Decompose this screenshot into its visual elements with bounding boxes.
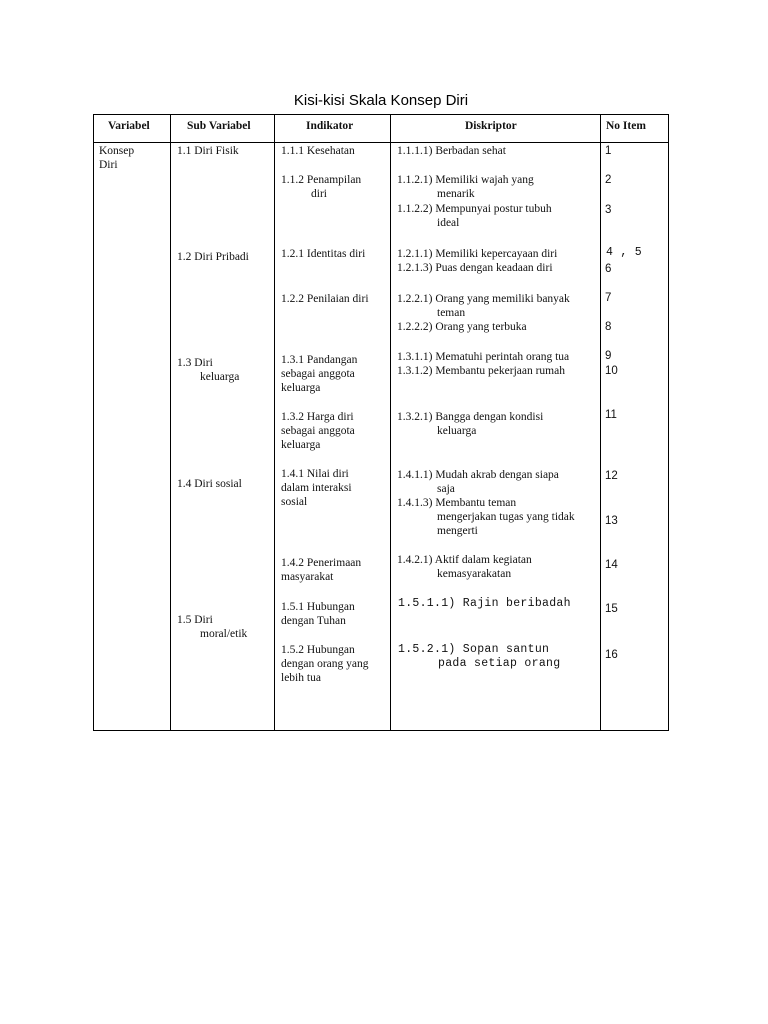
indikator-1-1-1: 1.1.1 Kesehatan: [281, 145, 355, 157]
indikator-1-3-2: sebagai anggota: [281, 425, 355, 437]
column-divider: [274, 115, 275, 730]
item-number: 7: [605, 292, 612, 304]
diskriptor-item: 1.5.1.1) Rajin beribadah: [398, 597, 571, 610]
diskriptor-item: 1.2.1.3) Puas dengan keadaan diri: [397, 262, 553, 274]
item-number: 1: [605, 145, 612, 157]
item-number: 3: [605, 204, 612, 216]
diskriptor-item: keluarga: [437, 425, 477, 437]
diskriptor-item: mengerti: [437, 525, 478, 537]
indikator-1-2-1: 1.2.1 Identitas diri: [281, 248, 366, 260]
sub-variabel-diri-keluarga: keluarga: [200, 371, 240, 383]
indikator-1-5-2: lebih tua: [281, 672, 321, 684]
diskriptor-item: pada setiap orang: [438, 657, 561, 670]
diskriptor-item: 1.3.2.1) Bangga dengan kondisi: [397, 411, 544, 423]
diskriptor-item: 1.1.1.1) Berbadan sehat: [397, 145, 506, 157]
item-number: 9: [605, 350, 612, 362]
indikator-1-4-1: dalam interaksi: [281, 482, 352, 494]
indikator-1-5-2: dengan orang yang: [281, 658, 369, 670]
column-divider: [600, 115, 601, 730]
indikator-1-4-2: 1.4.2 Penerimaan: [281, 557, 362, 569]
item-number: 14: [605, 559, 618, 571]
header-diskriptor: Diskriptor: [465, 120, 517, 132]
indikator-1-1-2: 1.1.2 Penampilan: [281, 174, 362, 186]
item-number: 13: [605, 515, 618, 527]
diskriptor-item: 1.4.1.3) Membantu teman: [397, 497, 517, 509]
indikator-1-3-1: 1.3.1 Pandangan: [281, 354, 358, 366]
indikator-1-5-2: 1.5.2 Hubungan: [281, 644, 355, 656]
diskriptor-item: ideal: [437, 217, 460, 229]
item-number: 12: [605, 470, 618, 482]
diskriptor-item: 1.2.1.1) Memiliki kepercayaan diri: [397, 248, 558, 260]
diskriptor-item: 1.4.2.1) Aktif dalam kegiatan: [397, 554, 532, 566]
indikator-1-3-1: keluarga: [281, 382, 321, 394]
sub-variabel-diri-sosial: 1.4 Diri sosial: [177, 478, 242, 490]
header-variabel: Variabel: [108, 120, 150, 132]
item-number: 11: [605, 409, 617, 421]
kisi-kisi-table: [93, 114, 669, 731]
indikator-1-3-2: keluarga: [281, 439, 321, 451]
indikator-1-3-1: sebagai anggota: [281, 368, 355, 380]
indikator-1-1-2: diri: [311, 188, 327, 200]
diskriptor-item: 1.1.2.2) Mempunyai postur tubuh: [397, 203, 552, 215]
item-number: 15: [605, 603, 618, 615]
document-title: Kisi-kisi Skala Konsep Diri: [293, 92, 469, 109]
diskriptor-item: menarik: [437, 188, 475, 200]
sub-variabel-diri-keluarga: 1.3 Diri: [177, 357, 213, 369]
diskriptor-item: 1.5.2.1) Sopan santun: [398, 643, 550, 656]
indikator-1-5-1: dengan Tuhan: [281, 615, 346, 627]
diskriptor-item: kemasyarakatan: [437, 568, 512, 580]
diskriptor-item: teman: [437, 307, 466, 319]
diskriptor-item: 1.3.1.2) Membantu pekerjaan rumah: [397, 365, 565, 377]
item-number: 2: [605, 174, 612, 186]
sub-variabel-diri-moral: moral/etik: [200, 628, 248, 640]
indikator-1-4-1: sosial: [281, 496, 308, 508]
indikator-1-4-1: 1.4.1 Nilai diri: [281, 468, 349, 480]
indikator-1-2-2: 1.2.2 Penilaian diri: [281, 293, 369, 305]
variabel-line: Diri: [99, 159, 118, 171]
item-number: 6: [605, 263, 612, 275]
diskriptor-item: 1.2.2.2) Orang yang terbuka: [397, 321, 527, 333]
diskriptor-item: mengerjakan tugas yang tidak: [437, 511, 575, 523]
sub-variabel-diri-fisik: 1.1 Diri Fisik: [177, 145, 239, 157]
indikator-1-4-2: masyarakat: [281, 571, 334, 583]
item-number: 8: [605, 321, 612, 333]
column-divider: [170, 115, 171, 730]
diskriptor-item: 1.4.1.1) Mudah akrab dengan siapa: [397, 469, 559, 481]
item-number: 4 , 5: [606, 246, 643, 259]
indikator-1-5-1: 1.5.1 Hubungan: [281, 601, 355, 613]
diskriptor-item: 1.3.1.1) Mematuhi perintah orang tua: [397, 351, 570, 363]
header-no-item: No Item: [606, 120, 646, 132]
column-divider: [390, 115, 391, 730]
diskriptor-item: 1.2.2.1) Orang yang memiliki banyak: [397, 293, 570, 305]
diskriptor-item: saja: [437, 483, 455, 495]
sub-variabel-diri-moral: 1.5 Diri: [177, 614, 213, 626]
variabel-line: Konsep: [99, 145, 135, 157]
indikator-1-3-2: 1.3.2 Harga diri: [281, 411, 354, 423]
header-sub-variabel: Sub Variabel: [187, 120, 251, 132]
header-indikator: Indikator: [306, 120, 354, 132]
header-divider: [94, 142, 668, 143]
sub-variabel-diri-pribadi: 1.2 Diri Pribadi: [177, 251, 249, 263]
item-number: 16: [605, 649, 618, 661]
diskriptor-item: 1.1.2.1) Memiliki wajah yang: [397, 174, 534, 186]
item-number: 10: [605, 365, 618, 377]
